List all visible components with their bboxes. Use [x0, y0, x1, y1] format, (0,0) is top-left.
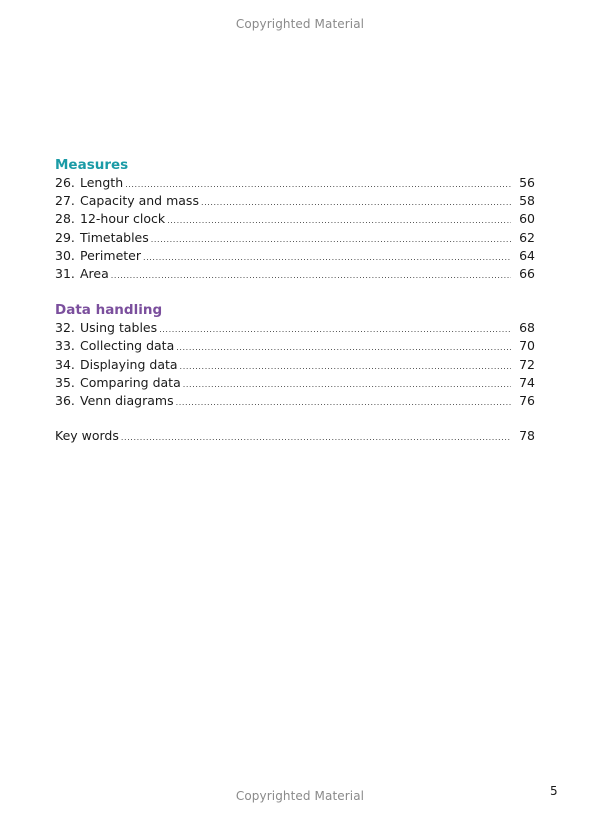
entry-page: 66 [519, 265, 535, 281]
entry-number: 28. [55, 211, 75, 227]
dot-leader [121, 429, 511, 447]
watermark-bottom: Copyrighted Material [235, 789, 365, 803]
entry-number: 35. [55, 374, 75, 390]
entry-page: 78 [519, 428, 535, 444]
toc-entry[interactable] [55, 174, 535, 192]
dot-leader [167, 212, 511, 230]
entry-title: Timetables [80, 229, 149, 245]
table-of-contents [55, 156, 535, 445]
entry-title: Area [80, 265, 109, 281]
entry-title: Length [80, 175, 124, 190]
entry-number: 26. [55, 175, 75, 190]
toc-entry[interactable] [55, 392, 535, 410]
entry-page: 62 [519, 229, 535, 245]
entry-page: 68 [519, 320, 535, 336]
toc-entry[interactable] [55, 374, 535, 392]
entry-number: 33. [55, 338, 75, 354]
entry-page: 60 [519, 211, 535, 227]
dot-leader [176, 339, 511, 357]
entry-page: 64 [519, 247, 535, 263]
entry-title: Venn diagrams [80, 392, 174, 408]
entry-number: 29. [55, 229, 75, 245]
entry-title: 12-hour clock [80, 211, 166, 227]
entry-number: 27. [55, 193, 75, 209]
entry-page: 74 [519, 374, 535, 390]
toc-entry[interactable] [55, 337, 535, 355]
section-measures [55, 156, 535, 283]
dot-leader [180, 358, 511, 376]
dot-leader [183, 376, 511, 394]
toc-entry[interactable] [55, 265, 535, 283]
entry-number: 32. [55, 320, 75, 336]
toc-entry[interactable] [55, 229, 535, 247]
entry-title: Key words [55, 428, 119, 444]
entry-page: 70 [519, 338, 535, 354]
section-heading-measures: Measures [55, 157, 129, 173]
page-number: 5 [550, 784, 558, 798]
entry-number: 31. [55, 265, 75, 281]
entry-title: Displaying data [80, 356, 178, 372]
entry-page: 72 [519, 356, 535, 372]
entry-title: Collecting data [80, 338, 175, 354]
toc-entry[interactable] [55, 192, 535, 210]
entry-number: 36. [55, 392, 75, 408]
toc-entry-key-words[interactable] [55, 427, 535, 445]
watermark-top: Copyrighted Material [235, 17, 365, 31]
section-heading-data-handling: Data handling [55, 302, 163, 319]
dot-leader [143, 249, 511, 267]
toc-entry[interactable] [55, 210, 535, 228]
entry-title: Using tables [80, 320, 158, 336]
dot-leader [176, 394, 511, 412]
toc-entry[interactable] [55, 247, 535, 265]
dot-leader [159, 321, 511, 339]
dot-leader [111, 267, 511, 285]
dot-leader [201, 194, 511, 212]
dot-leader [151, 231, 511, 249]
entry-page: 76 [519, 392, 535, 408]
entry-title: Perimeter [80, 247, 141, 263]
entry-number: 30. [55, 247, 75, 263]
toc-entry[interactable] [55, 319, 535, 337]
entry-title: Comparing data [80, 374, 181, 390]
toc-entry[interactable] [55, 356, 535, 374]
section-data-handling [55, 301, 535, 410]
entry-page: 56 [519, 175, 535, 190]
entry-number: 34. [55, 356, 75, 372]
entry-title: Capacity and mass [80, 193, 199, 209]
entry-page: 58 [519, 193, 535, 209]
